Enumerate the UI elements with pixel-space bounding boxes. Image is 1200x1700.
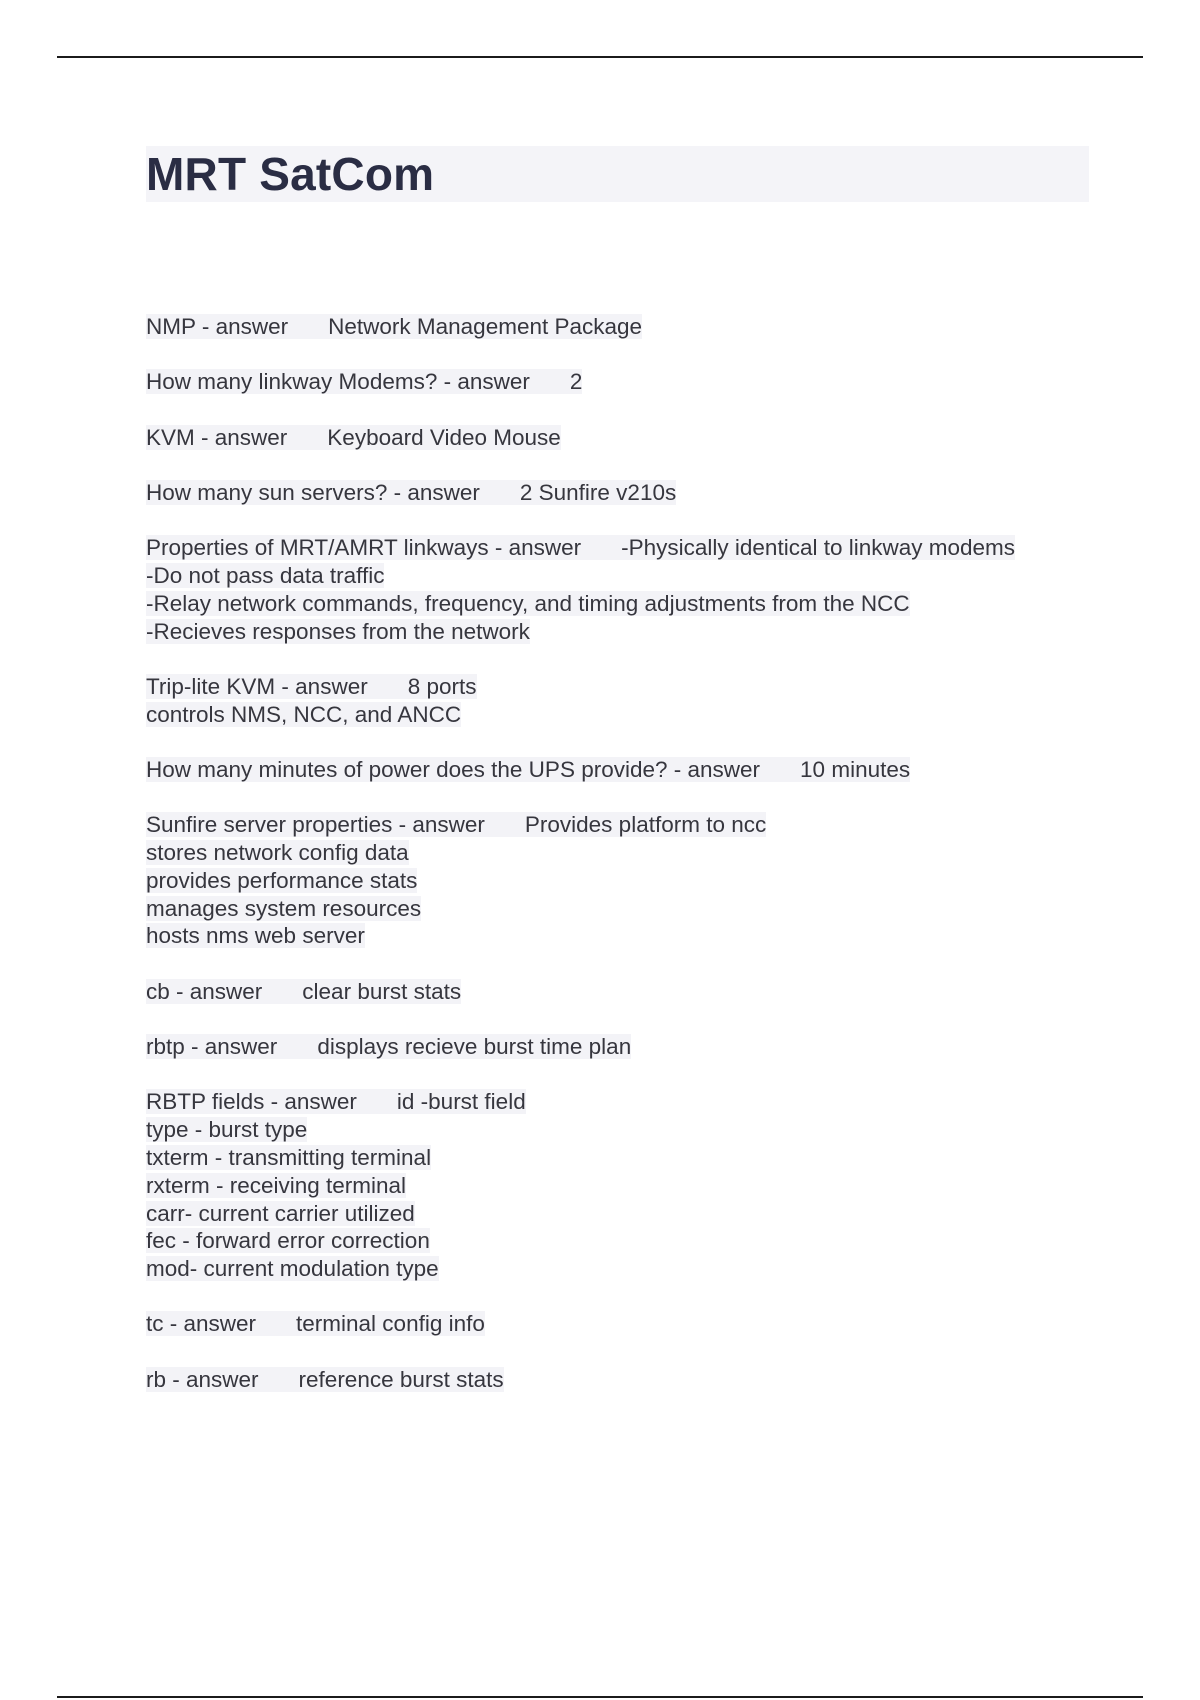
- qa-answer-continuation: [146, 1200, 1106, 1228]
- qa-answer-continuation: [146, 590, 1106, 618]
- qa-answer: id -burst field: [396, 1089, 526, 1115]
- qa-question: rb - answer: [146, 1366, 259, 1392]
- qa-item: [146, 1088, 1106, 1283]
- qa-answer: 2: [569, 369, 583, 395]
- qa-answer-continuation: [146, 839, 1106, 867]
- qa-item: [146, 368, 1106, 396]
- qa-answer-continuation: [146, 562, 1106, 590]
- qa-question: NMP - answer: [146, 314, 289, 339]
- qa-continuation-text: txterm - transmitting terminal: [146, 1144, 432, 1170]
- qa-question: Sunfire server properties - answer: [146, 812, 485, 838]
- qa-question: tc - answer: [146, 1311, 257, 1337]
- qa-item: [146, 1310, 1106, 1338]
- qa-continuation-text: -Relay network commands, frequency, and timing adjustments from the NCC: [146, 590, 910, 616]
- qa-continuation-text: stores network config data: [146, 840, 409, 866]
- qa-answer-continuation: [146, 1227, 1106, 1255]
- qa-item: [146, 756, 1106, 784]
- qa-first-line: [146, 424, 1106, 452]
- qa-answer-continuation: [146, 1255, 1106, 1283]
- qa-continuation-text: manages system resources: [146, 895, 422, 921]
- qa-question: RBTP fields - answer: [146, 1089, 357, 1115]
- qa-highlight: [146, 1367, 504, 1392]
- qa-highlight: [146, 674, 477, 699]
- qa-first-line: [146, 1366, 1106, 1394]
- qa-list: [146, 313, 1106, 1421]
- qa-question: Properties of MRT/AMRT linkways - answer: [146, 535, 582, 561]
- qa-question: cb - answer: [146, 978, 263, 1004]
- qa-answer: clear burst stats: [302, 978, 462, 1004]
- qa-question: How many linkway Modems? - answer: [146, 369, 530, 395]
- qa-item: [146, 1366, 1106, 1394]
- qa-continuation-text: hosts nms web server: [146, 923, 365, 949]
- qa-continuation-text: mod- current modulation type: [146, 1256, 439, 1282]
- qa-highlight: [146, 480, 676, 505]
- qa-highlight: [146, 1089, 526, 1114]
- qa-answer-continuation: [146, 867, 1106, 895]
- qa-item: [146, 978, 1106, 1006]
- qa-answer: terminal config info: [296, 1311, 485, 1337]
- qa-continuation-text: rxterm - receiving terminal: [146, 1172, 407, 1198]
- top-rule: [57, 56, 1143, 58]
- qa-highlight: [146, 979, 461, 1004]
- qa-answer-continuation: [146, 1172, 1106, 1200]
- qa-answer: -Physically identical to linkway modems: [621, 535, 1016, 561]
- qa-answer: Keyboard Video Mouse: [327, 424, 561, 450]
- qa-continuation-text: -Do not pass data traffic: [146, 562, 385, 588]
- qa-first-line: [146, 313, 1106, 341]
- qa-question: How many sun servers? - answer: [146, 479, 480, 505]
- qa-highlight: [146, 369, 582, 394]
- qa-question: rbtp - answer: [146, 1034, 278, 1060]
- qa-continuation-text: controls NMS, NCC, and ANCC: [146, 701, 462, 727]
- qa-answer-continuation: [146, 922, 1106, 950]
- qa-highlight: [146, 1311, 485, 1336]
- qa-answer: 8 ports: [407, 673, 477, 699]
- qa-answer: Provides platform to ncc: [524, 812, 767, 838]
- qa-item: [146, 1033, 1106, 1061]
- qa-continuation-text: carr- current carrier utilized: [146, 1200, 415, 1226]
- qa-answer: 2 Sunfire v210s: [519, 479, 677, 505]
- qa-first-line: [146, 1310, 1106, 1338]
- qa-first-line: [146, 479, 1106, 507]
- qa-answer-continuation: [146, 895, 1106, 923]
- qa-first-line: [146, 368, 1106, 396]
- qa-first-line: [146, 756, 1106, 784]
- qa-item: [146, 424, 1106, 452]
- qa-first-line: [146, 534, 1106, 562]
- qa-item: [146, 811, 1106, 950]
- qa-first-line: [146, 1088, 1106, 1116]
- qa-question: Trip-lite KVM - answer: [146, 673, 368, 699]
- qa-continuation-text: type - burst type: [146, 1117, 308, 1143]
- qa-answer-continuation: [146, 618, 1106, 646]
- qa-item: [146, 313, 1106, 341]
- bottom-rule: [57, 1696, 1143, 1698]
- qa-item: [146, 534, 1106, 645]
- qa-item: [146, 479, 1106, 507]
- qa-item: [146, 673, 1106, 729]
- qa-answer: Network Management Package: [328, 314, 643, 339]
- qa-first-line: [146, 1033, 1106, 1061]
- qa-highlight: [146, 757, 910, 782]
- qa-question: How many minutes of power does the UPS provide? - answer: [146, 756, 761, 782]
- qa-first-line: [146, 811, 1106, 839]
- qa-first-line: [146, 978, 1106, 1006]
- qa-highlight: [146, 535, 1015, 560]
- qa-continuation-text: -Recieves responses from the network: [146, 618, 530, 644]
- page-title: MRT SatCom: [146, 148, 435, 200]
- qa-answer-continuation: [146, 1116, 1106, 1144]
- qa-question: KVM - answer: [146, 424, 288, 450]
- qa-highlight: [146, 314, 642, 339]
- qa-answer: reference burst stats: [298, 1366, 504, 1392]
- qa-answer: displays recieve burst time plan: [317, 1034, 632, 1060]
- qa-first-line: [146, 673, 1106, 701]
- qa-highlight: [146, 425, 561, 450]
- qa-highlight: [146, 812, 766, 837]
- qa-answer-continuation: [146, 1144, 1106, 1172]
- qa-answer-continuation: [146, 701, 1106, 729]
- qa-highlight: [146, 1034, 631, 1059]
- qa-continuation-text: fec - forward error correction: [146, 1228, 430, 1254]
- qa-answer: 10 minutes: [800, 756, 911, 782]
- qa-continuation-text: provides performance stats: [146, 867, 418, 893]
